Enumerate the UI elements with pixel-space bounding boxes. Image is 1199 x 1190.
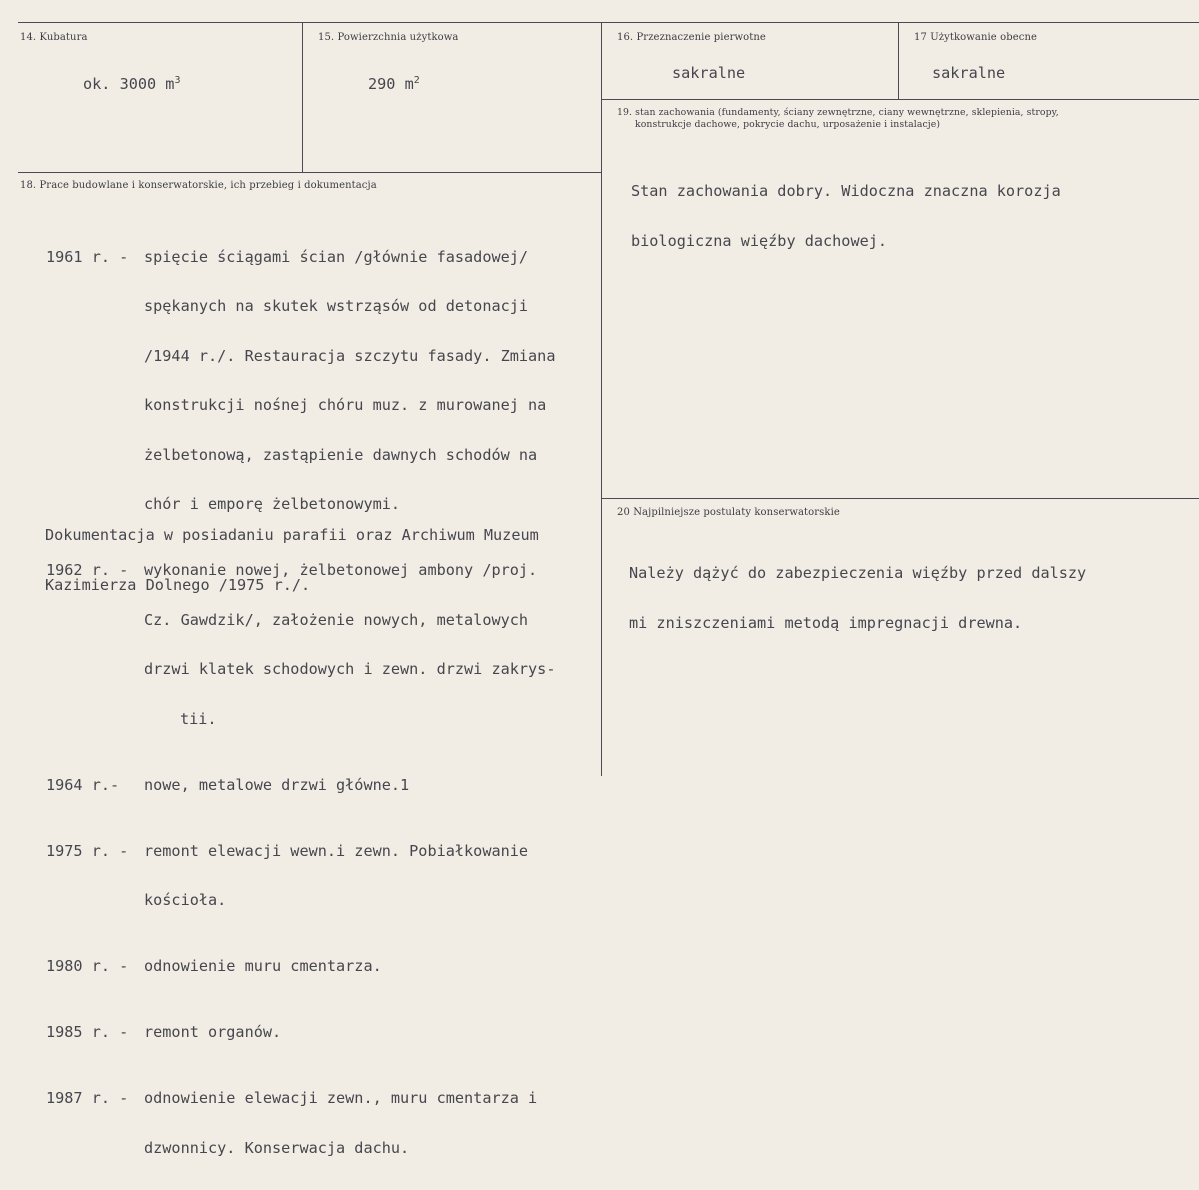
powierzchnia-unit-sup: 2 — [413, 75, 420, 86]
entry-row — [46, 1024, 555, 1041]
stan-zachowania-text — [631, 150, 1061, 282]
entry-line: odnowienie elewacji zewn., muru cmentarza i — [144, 1089, 538, 1107]
col-divider-14-15 — [302, 22, 303, 172]
entry-line: dzwonnicy. Konserwacja dachu. — [144, 1138, 410, 1157]
entry-year: 1987 r. - — [46, 1089, 129, 1107]
przeznaczenie-value: sakralne — [672, 64, 746, 82]
postulaty-line: mi zniszczeniami metodą impregnacji drewna. — [629, 613, 1023, 632]
entry-line: tii. — [180, 709, 217, 728]
entry-row — [46, 958, 555, 975]
entry-line: chór i emporę żelbetonowymi. — [144, 495, 401, 513]
main-col-divider — [601, 22, 602, 776]
powierzchnia-value — [368, 73, 420, 93]
entry-line: nowe, metalowe drzwi główne.1 — [144, 775, 410, 794]
top-border — [18, 22, 1199, 23]
entry-line: remont elewacji wewn.i zewn. Pobiałkowanie — [144, 841, 529, 860]
entry-line: remont organów. — [144, 1023, 282, 1041]
kubatura-label: 14. Kubatura — [20, 32, 88, 43]
stan-line: Stan zachowania dobry. Widoczna znaczna korozja — [631, 182, 1061, 200]
dokumentacja-text — [45, 494, 539, 626]
prace-label: 18. Prace budowlane i konserwatorskie, ich przebieg i dokumentacja — [20, 180, 377, 191]
entry-row — [46, 777, 555, 794]
entry-year: 1980 r. - — [46, 957, 129, 975]
entry-line: Cz. Gawdzik/, założenie nowych, metalowych — [144, 610, 529, 629]
dokumentacja-line: Kazimierza Dolnego /1975 r./. — [45, 575, 311, 594]
entry-year: 1985 r. - — [46, 1023, 129, 1041]
entry-line: spękanych na skutek wstrząsów od detonacji — [144, 297, 529, 315]
powierzchnia-number: 290 m — [368, 75, 414, 93]
entry-line: kościoła. — [144, 891, 227, 909]
kubatura-value — [83, 73, 180, 93]
uzytkowanie-value: sakralne — [932, 64, 1006, 82]
postulaty-text — [629, 532, 1086, 664]
entry-year: 1961 r. - — [46, 247, 129, 266]
entry-year: 1975 r. - — [46, 841, 129, 860]
entry-row — [46, 843, 555, 860]
entry-year: 1962 r. - — [46, 561, 129, 579]
postulaty-line: Należy dążyć do zabezpieczenia więźby przed dalszy — [629, 564, 1087, 582]
postulaty-label: 20 Najpilniejsze postulaty konserwatorskie — [617, 507, 840, 518]
przeznaczenie-label: 16. Przeznaczenie pierwotne — [617, 32, 766, 43]
uzytkowanie-label: 17 Użytkowanie obecne — [914, 32, 1038, 43]
entry-row — [46, 249, 555, 266]
entry-year: 1964 r.- — [46, 775, 120, 794]
right-lower-divider — [602, 498, 1199, 499]
dokumentacja-line: Dokumentacja w posiadaniu parafii oraz Archiwum Muzeum — [45, 526, 539, 544]
stan-line: biologiczna więźby dachowej. — [631, 231, 888, 250]
prace-text — [46, 199, 555, 1189]
stan-zachowania-label-line2: konstrukcje dachowe, pokrycie dachu, urposażenie i instalacje) — [635, 119, 941, 130]
entry-line: /1944 r./. Restauracja szczytu fasady. Zmiana — [144, 346, 556, 365]
kubatura-unit-sup: 3 — [174, 75, 181, 86]
col-divider-16-17 — [898, 22, 899, 99]
left-section-divider — [18, 172, 602, 173]
entry-row — [46, 1090, 555, 1107]
entry-line: wykonanie nowej, żelbetonowej ambony /proj. — [144, 561, 538, 579]
entry-line: konstrukcji nośnej chóru muz. z murowanej na — [144, 396, 547, 414]
entry-line: drzwi klatek schodowych i zewn. drzwi zakrys- — [144, 660, 556, 678]
entry-line: odnowienie muru cmentarza. — [144, 957, 382, 975]
entry-line: żelbetonową, zastąpienie dawnych schodów na — [144, 445, 538, 464]
powierzchnia-label: 15. Powierzchnia użytkowa — [318, 32, 459, 43]
right-upper-divider — [602, 99, 1199, 100]
entry-line: spięcie ściągami ścian /głównie fasadowej/ — [144, 247, 529, 266]
stan-zachowania-label-line1: 19. stan zachowania (fundamenty, ściany zewnętrzne, ciany wewnętrzne, sklepienia, stropy, — [617, 107, 1059, 118]
kubatura-number: ok. 3000 m — [83, 75, 175, 93]
